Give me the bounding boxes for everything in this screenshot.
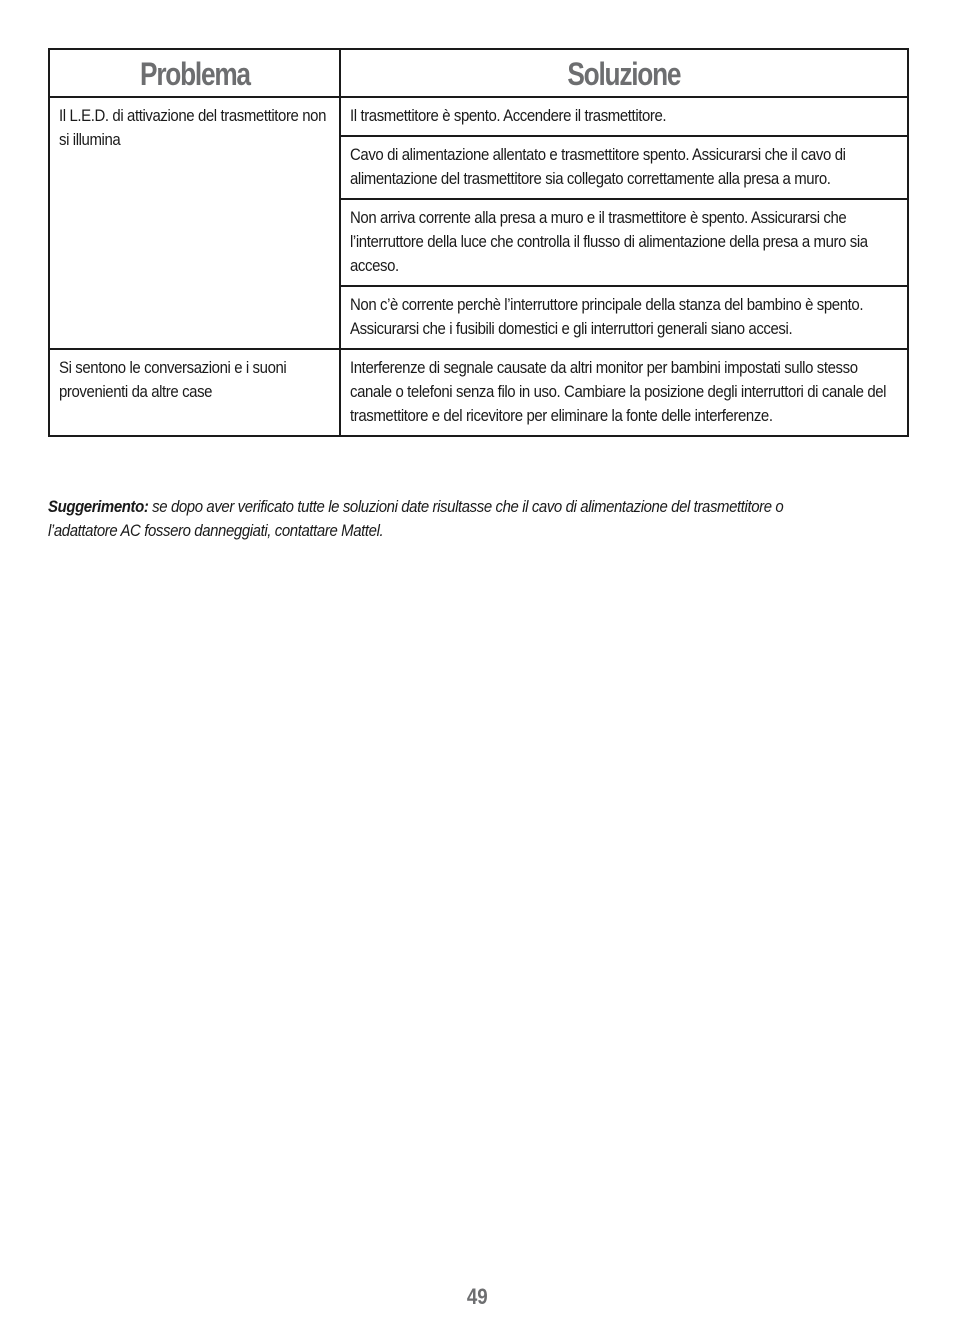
solution-cell: Interferenze di segnale causate da altri monitor per bambini impostati sullo stesso canale o telefoni senza filo in uso. Cambiare la posizione degli interruttori di canale del trasmettitore e del ricevitore per eliminare la fonte delle interferenze. <box>340 349 908 436</box>
troubleshooting-table <box>48 48 909 437</box>
solution-cell: Cavo di alimentazione allentato e trasmettitore spento. Assicurarsi che il cavo di alimentazione del trasmettitore sia collegato correttamente alla presa a muro. <box>340 136 908 199</box>
table-header-row <box>49 49 908 97</box>
table-row <box>49 97 908 136</box>
tip-label: Suggerimento: <box>48 497 149 516</box>
table-row <box>49 349 908 436</box>
tip-text: se dopo aver verificato tutte le soluzioni date risultasse che il cavo di alimentazione del trasmettitore o l’adattatore AC fossero danneggiati, contattare Mattel. <box>48 497 784 540</box>
problem-cell: Il L.E.D. di attivazione del trasmettitore non si illumina <box>49 97 340 349</box>
tip-paragraph <box>48 495 814 543</box>
header-problem: Problema <box>49 49 340 97</box>
solution-cell: Non arriva corrente alla presa a muro e il trasmettitore è spento. Assicurarsi che l’interruttore della luce che controlla il flusso di alimentazione della presa a muro sia acceso. <box>340 199 908 286</box>
solution-cell: Il trasmettitore è spento. Accendere il trasmettitore. <box>340 97 908 136</box>
header-solution: Soluzione <box>340 49 908 97</box>
page-number: 49 <box>466 1284 488 1309</box>
problem-cell: Si sentono le conversazioni e i suoni provenienti da altre case <box>49 349 340 436</box>
solution-cell: Non c’è corrente perchè l’interruttore principale della stanza del bambino è spento. Assicurarsi che i fusibili domestici e gli interruttori generali siano accesi. <box>340 286 908 349</box>
